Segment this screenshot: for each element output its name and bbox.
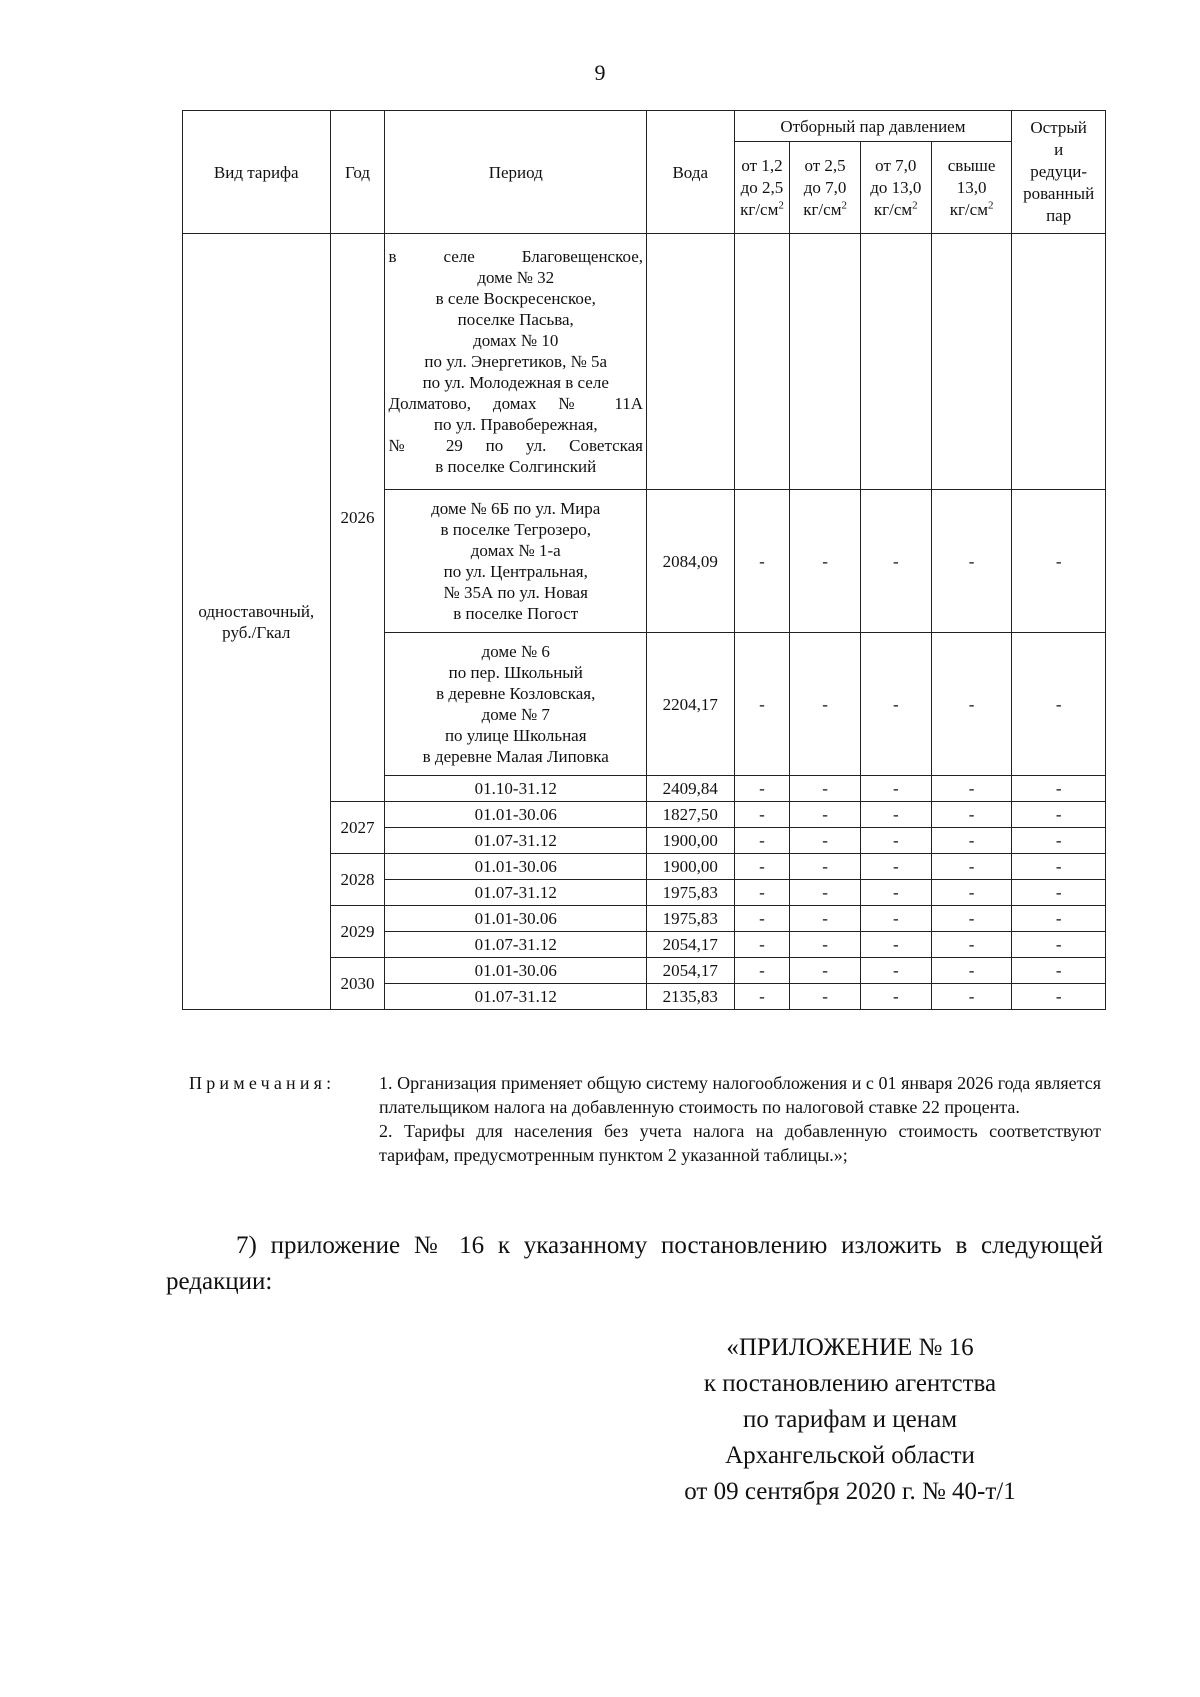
dash-cell: - <box>1012 854 1106 880</box>
year-cell: 2030 <box>330 958 385 1010</box>
dash-cell: - <box>734 932 790 958</box>
dash-cell: - <box>1012 906 1106 932</box>
dash-cell: - <box>1012 880 1106 906</box>
dash-cell: - <box>1012 802 1106 828</box>
dash-cell: - <box>1012 828 1106 854</box>
appendix-title: «ПРИЛОЖЕНИЕ № 16 <box>726 1334 974 1361</box>
dash-cell: - <box>931 880 1011 906</box>
water-cell: 1900,00 <box>647 828 735 854</box>
period-cell: 01.10-31.12 <box>385 776 647 802</box>
dash-cell: - <box>860 490 931 633</box>
header-steam-7-0: от 7,0 до 13,0 $кг/см^2$ <box>860 142 931 234</box>
dash-cell: - <box>734 828 790 854</box>
dash-cell: - <box>931 490 1011 633</box>
water-cell: 2054,17 <box>647 932 735 958</box>
dash-cell: - <box>734 776 790 802</box>
water-cell: 1827,50 <box>647 802 735 828</box>
year-cell: 2028 <box>330 854 385 906</box>
period-cell: 01.07-31.12 <box>385 880 647 906</box>
dash-cell: - <box>734 633 790 776</box>
note-item: 1. Организация применяет общую систему налогообложения и с 01 января 2026 года является плательщиком налога на добавленную стоимость по налоговой ставке 22 процента. <box>379 1073 1101 1117</box>
header-period: Период <box>385 111 647 234</box>
dash-cell: - <box>1012 776 1106 802</box>
dash-cell: - <box>860 958 931 984</box>
period-cell: 01.07-31.12 <box>385 984 647 1010</box>
dash-cell: - <box>790 984 860 1010</box>
dash-cell: - <box>931 984 1011 1010</box>
dash-cell: - <box>860 880 931 906</box>
water-cell <box>647 234 735 490</box>
dash-cell: - <box>1012 958 1106 984</box>
note-item: 2. Тарифы для населения без учета налога на добавленную стоимость соответствуют тарифам, предусмотренным пунктом 2 указанной таблицы.»; <box>379 1121 1101 1165</box>
dash-cell: - <box>734 906 790 932</box>
header-year: Год <box>330 111 385 234</box>
dash-cell: - <box>790 880 860 906</box>
period-cell: доме № 6Б по ул. Мира в поселке Тегрозеро, домах № 1-а по ул. Центральная, № 35А по ул. Новая в поселке Погост <box>385 490 647 633</box>
dash-cell: - <box>734 854 790 880</box>
header-sharp-steam: Острый и редуци- рованный пар <box>1012 111 1106 234</box>
dash-cell: - <box>860 906 931 932</box>
dash-cell: - <box>790 490 860 633</box>
dash-cell: - <box>790 633 860 776</box>
dash-cell: - <box>860 828 931 854</box>
notes-label: Примечания: <box>189 1073 336 1093</box>
water-cell: 2084,09 <box>647 490 735 633</box>
header-steam-1-2: от 1,2 до 2,5 $кг/см^2$ <box>734 142 790 234</box>
dash-cell: - <box>790 958 860 984</box>
dash-cell: - <box>931 776 1011 802</box>
item-7-line-2: редакции: <box>166 1268 273 1295</box>
item-7-line-1: 7) приложение № 16 к указанному постановлению изложить в следующей <box>236 1232 1103 1259</box>
header-steam-13-0: свыше 13,0 $кг/см^2$ <box>931 142 1011 234</box>
dash-cell: - <box>1012 984 1106 1010</box>
period-cell: 01.01-30.06 <box>385 958 647 984</box>
dash-cell: - <box>931 854 1011 880</box>
period-cell: 01.07-31.12 <box>385 932 647 958</box>
dash-cell: - <box>931 932 1011 958</box>
year-cell: 2027 <box>330 802 385 854</box>
dash-cell: - <box>790 776 860 802</box>
appendix-heading <box>600 1330 1100 1510</box>
period-cell: 01.01-30.06 <box>385 906 647 932</box>
dash-cell: - <box>734 958 790 984</box>
dash-cell: - <box>734 490 790 633</box>
dash-cell: - <box>860 854 931 880</box>
tariff-table <box>182 110 1106 1010</box>
dash-cell: - <box>790 802 860 828</box>
dash-cell: - <box>931 958 1011 984</box>
item-7-paragraph <box>166 1228 1103 1300</box>
dash-cell: - <box>790 854 860 880</box>
header-water: Вода <box>647 111 735 234</box>
steam-cell <box>931 234 1011 490</box>
dash-cell: - <box>1012 932 1106 958</box>
tariff-type-cell: одноставочный, руб./Гкал <box>183 234 331 1010</box>
appendix-line: по тарифам и ценам <box>742 1406 958 1433</box>
water-cell: 2135,83 <box>647 984 735 1010</box>
dash-cell: - <box>790 906 860 932</box>
dash-cell: - <box>931 906 1011 932</box>
dash-cell: - <box>790 828 860 854</box>
steam-cell <box>860 234 931 490</box>
appendix-line: Архангельской области <box>725 1442 975 1469</box>
steam-cell <box>734 234 790 490</box>
dash-cell: - <box>931 633 1011 776</box>
water-cell: 1900,00 <box>647 854 735 880</box>
header-tariff-type: Вид тарифа <box>183 111 331 234</box>
period-cell: 01.01-30.06 <box>385 802 647 828</box>
header-steam-2-5: от 2,5 до 7,0 $кг/см^2$ <box>790 142 860 234</box>
notes-body <box>379 1071 1101 1167</box>
dash-cell: - <box>790 932 860 958</box>
period-cell: доме № 6 по пер. Школьный в деревне Козловская, доме № 7 по улице Школьная в деревне Малая Липовка <box>385 633 647 776</box>
dash-cell: - <box>860 802 931 828</box>
period-cell: в селе Благовещенское, доме № 32 в селе Воскресенское, поселке Пасьва, домах № 10 по ул. Энергетиков, № 5а по ул. Молодежная в селе Долматово, домах № 11А по ул. Правобережная, № 29 по ул. Советская в поселке Солгинский <box>385 234 647 490</box>
year-cell: 2029 <box>330 906 385 958</box>
dash-cell: - <box>1012 490 1106 633</box>
water-cell: 2204,17 <box>647 633 735 776</box>
water-cell: 2054,17 <box>647 958 735 984</box>
dash-cell: - <box>931 802 1011 828</box>
dash-cell: - <box>734 984 790 1010</box>
steam-cell <box>790 234 860 490</box>
appendix-line: к постановлению агентства <box>703 1370 997 1397</box>
dash-cell: - <box>860 932 931 958</box>
dash-cell: - <box>1012 633 1106 776</box>
dash-cell: - <box>931 828 1011 854</box>
appendix-line: от 09 сентября 2020 г. № 40-т/1 <box>684 1478 1016 1505</box>
water-cell: 1975,83 <box>647 880 735 906</box>
header-selected-steam: Отборный пар давлением <box>734 111 1012 142</box>
period-cell: 01.01-30.06 <box>385 854 647 880</box>
dash-cell: - <box>734 880 790 906</box>
sharp-steam-cell <box>1012 234 1106 490</box>
page-number: 9 <box>594 60 606 85</box>
dash-cell: - <box>860 984 931 1010</box>
period-cell: 01.07-31.12 <box>385 828 647 854</box>
dash-cell: - <box>860 633 931 776</box>
year-cell: 2026 <box>330 234 385 802</box>
water-cell: 1975,83 <box>647 906 735 932</box>
dash-cell: - <box>860 776 931 802</box>
dash-cell: - <box>734 802 790 828</box>
water-cell: 2409,84 <box>647 776 735 802</box>
